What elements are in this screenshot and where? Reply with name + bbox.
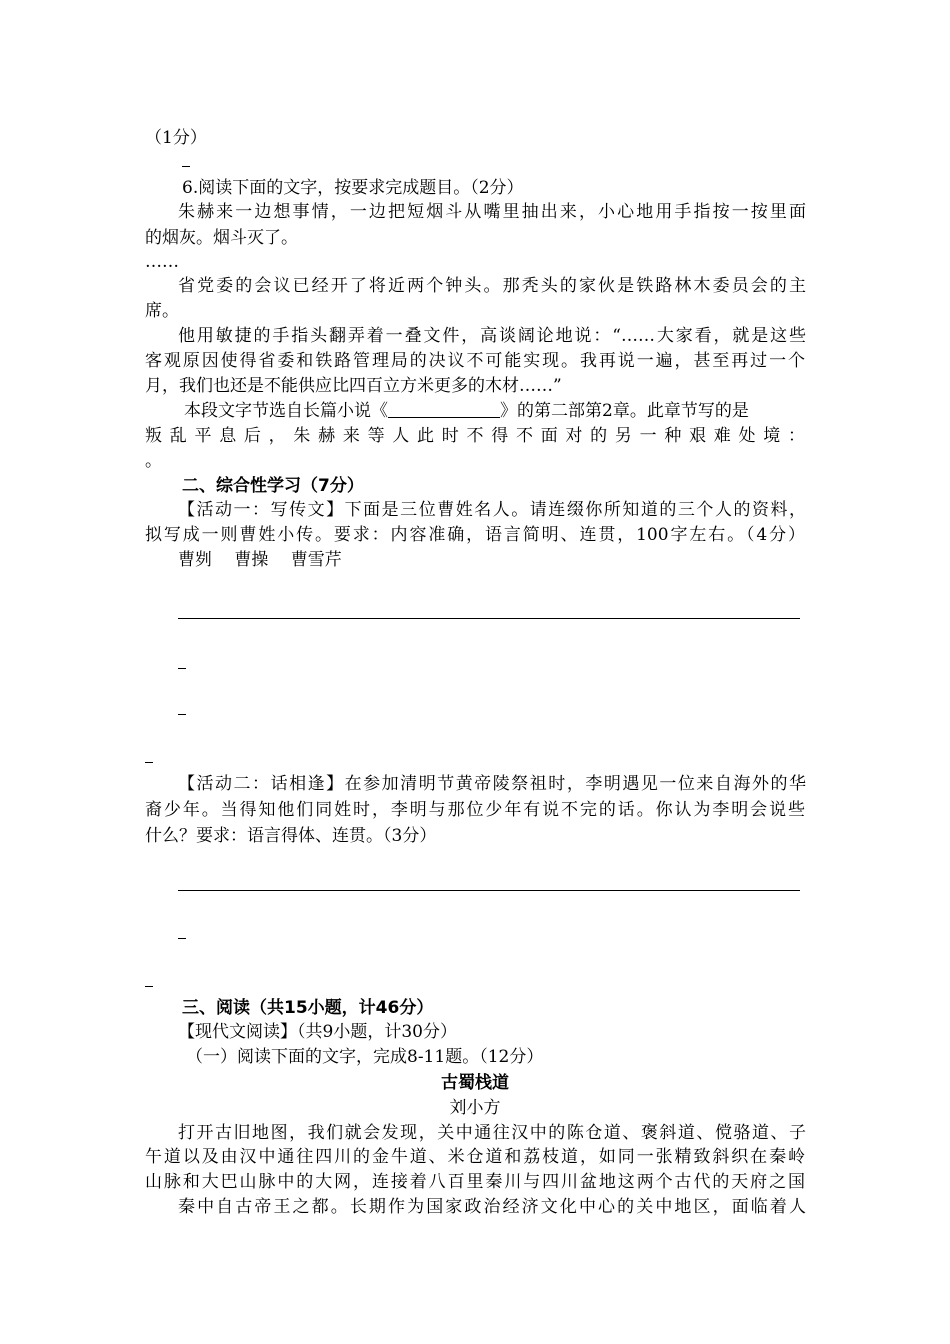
passage-line: 席。 [145, 301, 179, 321]
answer-line[interactable] [178, 890, 800, 891]
activity-1-line: 拟写成一则曹姓小传。要求：内容准确，语言简明、连贯，100字左右。（4分） [145, 525, 805, 545]
part-1-heading: （一）阅读下面的文字，完成8-11题。（12分） [186, 1047, 544, 1067]
book-title-blank[interactable] [388, 401, 500, 418]
activity-2-line: 什么？要求：语言得体、连贯。（3分） [145, 826, 437, 846]
names-list: 曹刿 曹操 曹雪芹 [178, 550, 342, 570]
article-line: 秦中自古帝王之都。长期作为国家政治经济文化中心的关中地区，面临着人 [178, 1197, 806, 1217]
prompt-text: 》的第二部第2章。此章节写的是 [500, 401, 749, 421]
passage-line: 客观原因使得省委和铁路管理局的决议不可能实现。我再说一遍，甚至再过一个 [145, 351, 805, 371]
answer-blank [145, 986, 153, 987]
score-note: （1分） [145, 128, 207, 148]
answer-blank [178, 714, 186, 715]
article-line: 山脉和大巴山脉中的大网，连接着八百里秦川与四川盆地这两个古代的天府之国 [145, 1172, 805, 1192]
article-author: 刘小方 [449, 1098, 501, 1118]
ellipsis: …… [145, 252, 179, 272]
answer-line[interactable] [178, 618, 800, 619]
passage-line: 的烟灰。烟斗灭了。 [145, 228, 298, 248]
activity-1-line: 【活动一：写传文】下面是三位曹姓名人。请连缀你所知道的三个人的资料， [178, 500, 806, 520]
article-line: 打开古旧地图，我们就会发现，关中通往汉中的陈仓道、褒斜道、傥骆道、子 [178, 1123, 806, 1143]
answer-blank [178, 668, 186, 669]
prompt-text: 本段文字节选自长篇小说《 [184, 401, 388, 421]
question-6-title: 6.阅读下面的文字，按要求完成题目。（2分） [182, 178, 524, 198]
answer-blank [182, 166, 190, 167]
answer-blank [145, 762, 153, 763]
section-3-title: 三、阅读（共15小题，计46分） [182, 998, 434, 1018]
activity-2-line: 【活动二：话相逢】在参加清明节黄帝陵祭祖时，李明遇见一位来自海外的华 [178, 774, 806, 794]
question-6-prompt [184, 401, 749, 421]
answer-blank [178, 938, 186, 939]
passage-line: 月，我们也还是不能供应比四百立方米更多的木材……” [145, 376, 562, 396]
passage-line: 朱赫来一边想事情，一边把短烟斗从嘴里抽出来，小心地用手指按一按里面 [178, 202, 806, 222]
article-line: 午道以及由汉中通往四川的金牛道、米仓道和荔枝道，如同一张精致斜织在秦岭 [145, 1147, 805, 1167]
passage-line: 他用敏捷的手指头翻弄着一叠文件，高谈阔论地说：“……大家看，就是这些 [178, 326, 806, 346]
question-6-prompt-line: 叛乱平息后，朱赫来等人此时不得不面对的另一种艰难处境： [145, 426, 805, 446]
section-2-title: 二、综合性学习（7分） [182, 476, 364, 496]
passage-line: 省党委的会议已经开了将近两个钟头。那秃头的家伙是铁路林木委员会的主 [178, 276, 806, 296]
modern-reading-heading: 【现代文阅读】（共9小题，计30分） [178, 1022, 457, 1042]
activity-2-line: 裔少年。当得知他们同姓时，李明与那位少年有说不完的话。你认为李明会说些 [145, 800, 805, 820]
article-title: 古蜀栈道 [441, 1073, 509, 1093]
question-6-prompt-end: 。 [145, 451, 162, 471]
